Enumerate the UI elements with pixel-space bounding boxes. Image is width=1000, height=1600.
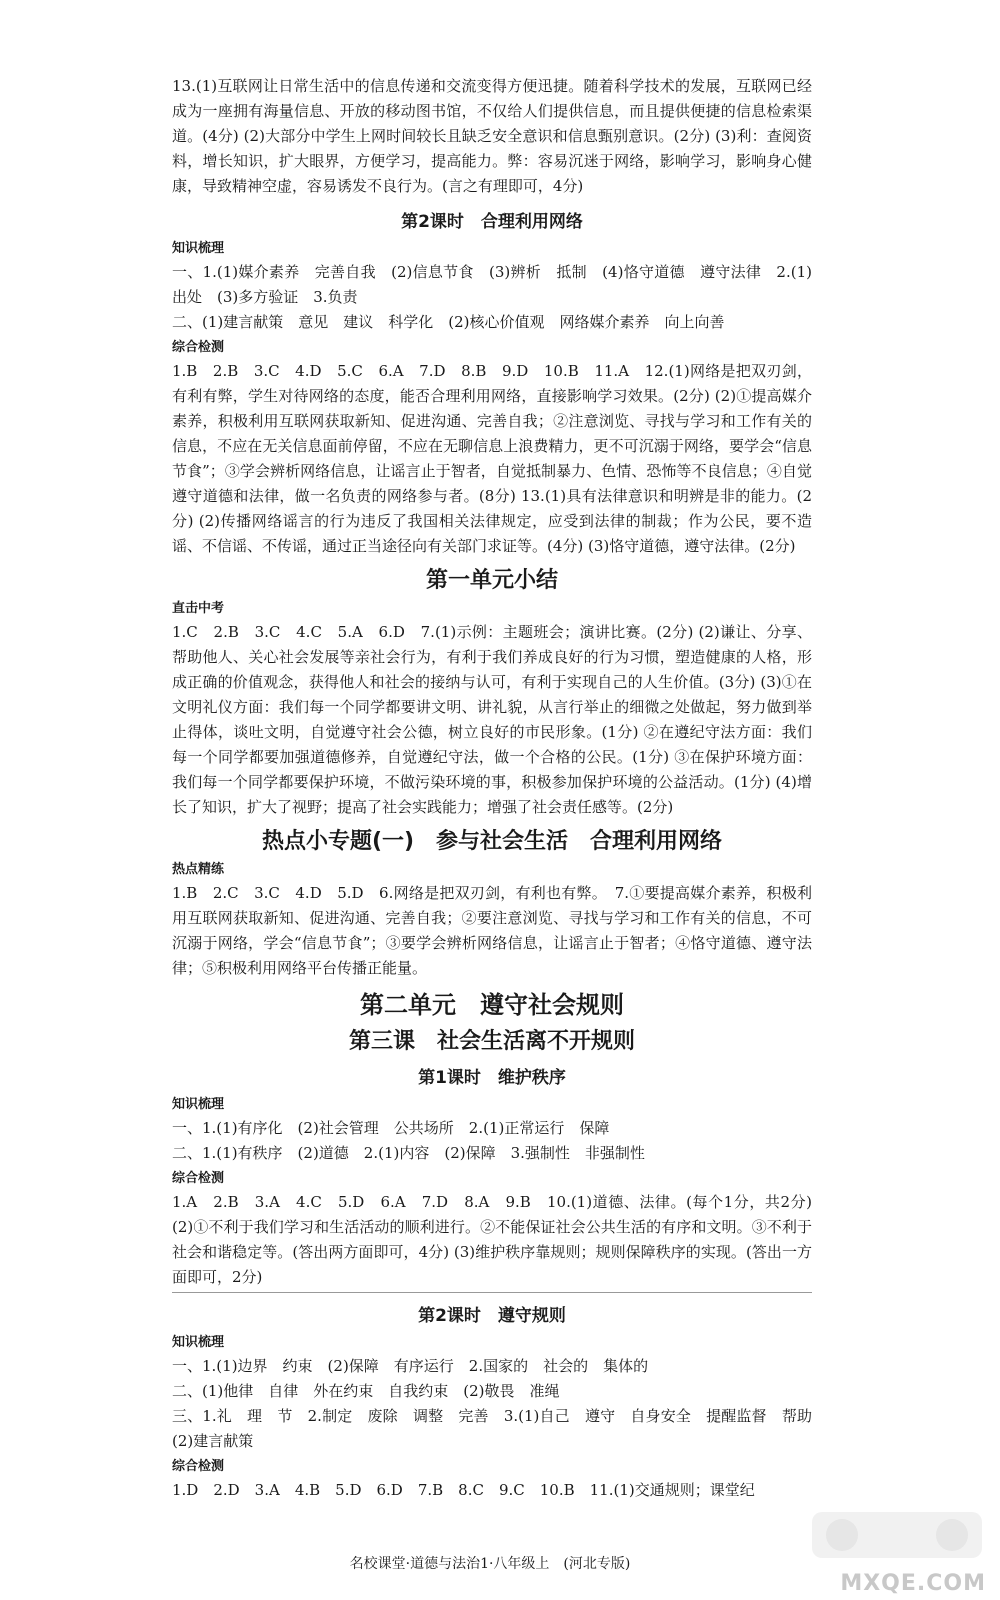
subsection-label: 直击中考	[172, 601, 225, 616]
subsection-label: 综合检测	[172, 1459, 225, 1474]
section-heading: 第2课时 遵守规则	[418, 1306, 566, 1326]
subsection-label: 知识梳理	[172, 241, 225, 256]
subsection-label: 知识梳理	[172, 1335, 225, 1350]
course-heading: 第三课 社会生活离不开规则	[348, 1029, 635, 1054]
answer-line: 一、1.(1)边界 约束 (2)保障 有序运行 2.国家的 社会的 集体的	[172, 1357, 649, 1375]
answer-paragraph: 13.(1)互联网让日常生活中的信息传递和交流变得方便迅捷。随着科学技术的发展，互联网已经成为一座拥有海量信息、开放的移动图书馆，不仅给人们提供信息，而且提供便捷的信息检索渠道。(4分) (2)大部分中学生上网时间较长且缺乏安全意识和信息甄别意识。(2分) (3)利：查阅资料，增长知识，扩大眼界，方便学习，提高能力。弊：容易沉迷于网络，影响学习，影响身心健康，导致精神空虚，容易诱发不良行为。(言之有理即可，4分)	[172, 77, 812, 195]
answer-line: 二、1.(1)有秩序 (2)道德 2.(1)内容 (2)保障 3.强制性 非强制性	[172, 1144, 645, 1162]
answer-line: 二、(1)他律 自律 外在约束 自我约束 (2)敬畏 准绳	[172, 1382, 560, 1400]
answer-paragraph: 1.B 2.C 3.C 4.D 5.D 6.网络是把双刃剑，有利也有弊。 7.①要提高媒介素养，积极利用互联网获取新知、促进沟通、完善自我；②要注意浏览、寻找与学习和工作有关的信息，不可沉溺于网络，学会“信息节食”；③要学会辨析网络信息，让谣言止于智者；④恪守道德、遵守法律；⑤积极利用网络平台传播正能量。	[172, 884, 812, 977]
answer-paragraph: 1.A 2.B 3.A 4.C 5.D 6.A 7.D 8.A 9.B 10.(1)道德、法律。(每个1分，共2分) (2)①不利于我们学习和生活活动的顺利进行。②不能保证社会公共生活的有序和文明。③不利于社会和谐稳定等。(答出两方面即可，4分) (3)维护秩序靠规则；规则保障秩序的实现。(答出一方面即可，2分)	[172, 1193, 812, 1286]
subsection-label: 综合检测	[172, 1171, 225, 1186]
answer-line: 一、1.(1)媒介素养 完善自我 (2)信息节食 (3)辨析 抵制 (4)恪守道德 遵守法律 2.(1)出处 (3)多方验证 3.负责	[172, 263, 812, 306]
page-footer: 名校课堂·道德与法治1·八年级上 (河北专版)	[349, 1556, 631, 1572]
answer-line: 1.D 2.D 3.A 4.B 5.D 6.D 7.B 8.C 9.C 10.B 11.(1)交通规则；课堂纪	[172, 1481, 755, 1499]
answer-line: 三、1.礼 理 节 2.制定 废除 调整 完善 3.(1)自己 遵守 自身安全 提醒监督 帮助 (2)建言献策	[172, 1407, 828, 1450]
section-heading: 第2课时 合理利用网络	[401, 212, 583, 232]
answer-paragraph: 1.B 2.B 3.C 4.D 5.C 6.A 7.D 8.B 9.D 10.B 11.A 12.(1)网络是把双刃剑，有利有弊，学生对待网络的态度，能否合理利用网络，直接影响学习效果。(2分) (2)①提高媒介素养，积极利用互联网获取新知、促进沟通、完善自我；②注意浏览、寻找与学习和工作有关的信息，不应在无关信息面前停留，不应在无聊信息上浪费精力，更不可沉溺于网络，要学会“信息节食”；③学会辨析网络信息，让谣言止于智者，自觉抵制暴力、色情、恐怖等不良信息；④自觉遵守道德和法律，做一名负责的网络参与者。(8分) 13.(1)具有法律意识和明辨是非的能力。(2分) (2)传播网络谣言的行为违反了我国相关法律规定，应受到法律的制裁；作为公民，要不造谣、不信谣、不传谣，通过正当途径向有关部门求证等。(4分) (3)恪守道德，遵守法律。(2分)	[172, 362, 812, 555]
hot-topic-heading: 热点小专题(一) 参与社会生活 合理利用网络	[261, 829, 723, 854]
divider	[172, 1292, 812, 1293]
subsection-label: 热点精练	[172, 862, 225, 877]
subsection-label: 综合检测	[172, 340, 225, 355]
subsection-label: 知识梳理	[172, 1097, 225, 1112]
watermark-text: MXQE.COM	[840, 1571, 986, 1596]
answer-paragraph: 1.C 2.B 3.C 4.C 5.A 6.D 7.(1)示例：主题班会；演讲比赛。(2分) (2)谦让、分享、帮助他人、关心社会发展等亲社会行为，有利于我们养成良好的行为习惯，塑造健康的人格，形成正确的价值观念，获得他人和社会的接纳与认可，有利于实现自己的人生价值。(3分) (3)①在文明礼仪方面：我们每一个同学都要讲文明、讲礼貌，从言行举止的细微之处做起，努力做到举止得体，谈吐文明，自觉遵守社会公德，树立良好的市民形象。(1分) ②在遵纪守法方面：我们每一个同学都要加强道德修养，自觉遵纪守法，做一个合格的公民。(1分) ③在保护环境方面：我们每一个同学都要保护环境，不做污染环境的事，积极参加保护环境的公益活动。(1分) (4)增长了知识，扩大了视野；提高了社会实践能力；增强了社会责任感等。(2分)	[172, 623, 812, 816]
answer-page	[172, 74, 828, 1503]
unit-heading: 第二单元 遵守社会规则	[360, 991, 624, 1019]
section-heading: 第1课时 维护秩序	[418, 1068, 566, 1088]
answer-line: 一、1.(1)有序化 (2)社会管理 公共场所 2.(1)正常运行 保障	[172, 1119, 610, 1137]
unit-summary-heading: 第一单元小结	[425, 568, 558, 593]
answer-line: 二、(1)建言献策 意见 建议 科学化 (2)核心价值观 网络媒介素养 向上向善	[172, 313, 725, 331]
